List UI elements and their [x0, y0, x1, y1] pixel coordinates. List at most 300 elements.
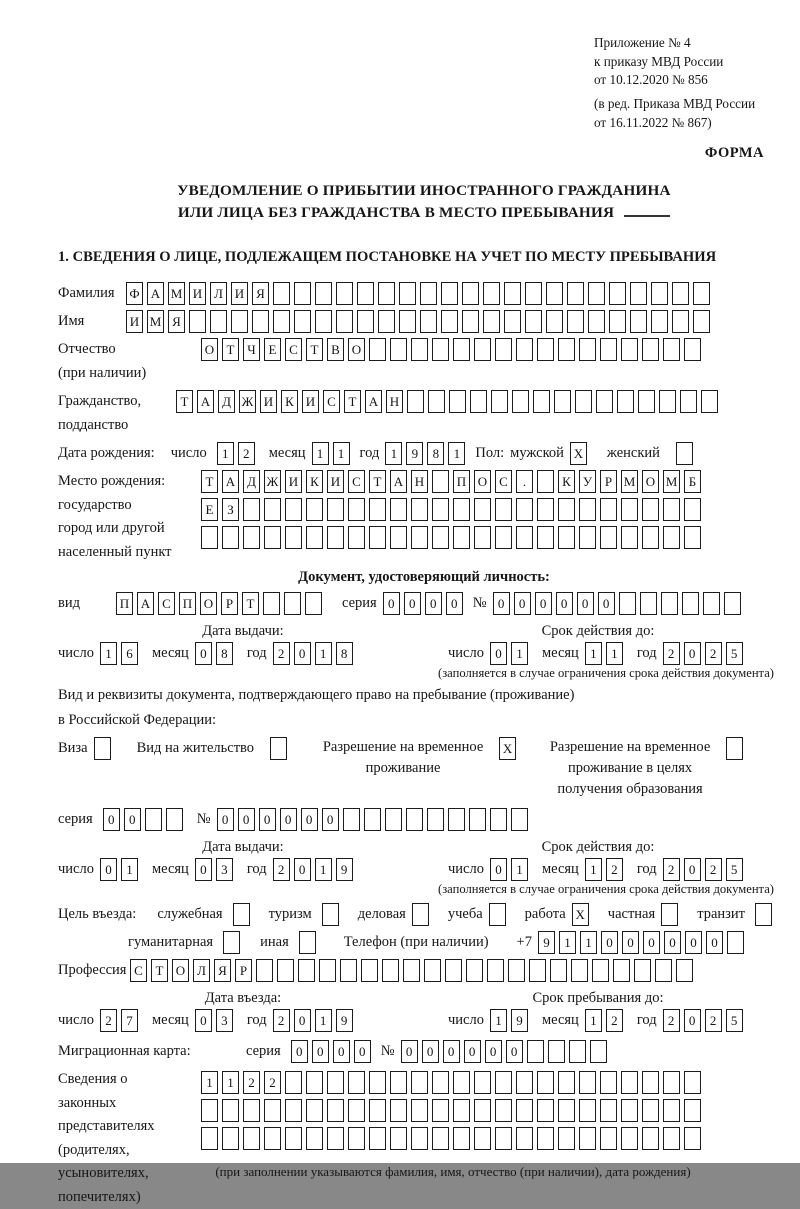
char-box[interactable] [319, 959, 336, 982]
char-box[interactable] [571, 959, 588, 982]
char-box[interactable]: 0 [490, 858, 507, 881]
char-box[interactable] [684, 1127, 701, 1150]
char-box[interactable] [579, 1127, 596, 1150]
char-box[interactable] [548, 1040, 565, 1063]
char-box[interactable]: 0 [301, 808, 318, 831]
char-box[interactable]: 0 [556, 592, 573, 615]
char-box[interactable] [441, 282, 458, 305]
char-box[interactable] [533, 390, 550, 413]
char-box[interactable]: 1 [490, 1009, 507, 1032]
char-box[interactable] [399, 282, 416, 305]
char-box[interactable] [642, 338, 659, 361]
char-box[interactable]: 0 [195, 858, 212, 881]
doc-issue-day[interactable] [100, 642, 142, 665]
char-box[interactable]: 8 [427, 442, 444, 465]
char-box[interactable] [420, 282, 437, 305]
char-box[interactable] [495, 526, 512, 549]
char-box[interactable] [322, 903, 339, 926]
char-box[interactable]: 9 [336, 1009, 353, 1032]
residence-expiry-month[interactable] [585, 858, 627, 881]
char-box[interactable] [210, 310, 227, 333]
char-box[interactable] [659, 390, 676, 413]
char-box[interactable]: X [499, 737, 516, 760]
char-box[interactable]: Т [201, 470, 218, 493]
char-box[interactable] [504, 282, 521, 305]
char-box[interactable] [420, 310, 437, 333]
char-box[interactable] [516, 1099, 533, 1122]
char-box[interactable]: И [126, 310, 143, 333]
char-box[interactable]: 1 [511, 642, 528, 665]
char-box[interactable] [495, 1127, 512, 1150]
char-box[interactable] [382, 959, 399, 982]
char-box[interactable]: 0 [535, 592, 552, 615]
char-box[interactable] [642, 1071, 659, 1094]
char-box[interactable]: 9 [336, 858, 353, 881]
char-box[interactable]: 0 [601, 931, 618, 954]
char-box[interactable]: 1 [222, 1071, 239, 1094]
char-box[interactable]: 1 [315, 642, 332, 665]
char-box[interactable] [285, 1071, 302, 1094]
name-field[interactable] [126, 310, 714, 333]
char-box[interactable] [285, 1099, 302, 1122]
char-box[interactable] [701, 390, 718, 413]
char-box[interactable]: Е [201, 498, 218, 521]
char-box[interactable]: 0 [425, 592, 442, 615]
char-box[interactable]: 1 [511, 858, 528, 881]
doc-type-field[interactable] [116, 592, 326, 615]
char-box[interactable]: А [390, 470, 407, 493]
char-box[interactable] [453, 526, 470, 549]
char-box[interactable]: 0 [291, 1040, 308, 1063]
char-box[interactable]: Т [344, 390, 361, 413]
birth-month-field[interactable] [312, 442, 354, 465]
char-box[interactable] [621, 1071, 638, 1094]
char-box[interactable] [343, 808, 360, 831]
char-box[interactable] [243, 1099, 260, 1122]
char-box[interactable] [264, 526, 281, 549]
char-box[interactable] [525, 282, 542, 305]
birth-place-field-row2[interactable] [201, 498, 705, 521]
char-box[interactable]: 0 [514, 592, 531, 615]
visa-checkbox[interactable] [94, 737, 115, 760]
char-box[interactable]: 5 [726, 1009, 743, 1032]
char-box[interactable] [558, 526, 575, 549]
char-box[interactable] [448, 808, 465, 831]
char-box[interactable] [411, 338, 428, 361]
char-box[interactable]: Я [252, 282, 269, 305]
char-box[interactable]: И [189, 282, 206, 305]
char-box[interactable]: К [306, 470, 323, 493]
char-box[interactable]: 0 [485, 1040, 502, 1063]
char-box[interactable]: Т [222, 338, 239, 361]
char-box[interactable] [504, 310, 521, 333]
char-box[interactable]: Е [264, 338, 281, 361]
char-box[interactable] [273, 282, 290, 305]
char-box[interactable] [305, 592, 322, 615]
sex-male-checkbox[interactable] [570, 442, 591, 465]
char-box[interactable] [655, 959, 672, 982]
char-box[interactable]: 0 [598, 592, 615, 615]
char-box[interactable]: 0 [622, 931, 639, 954]
char-box[interactable]: 0 [664, 931, 681, 954]
char-box[interactable]: Р [600, 470, 617, 493]
char-box[interactable] [684, 1099, 701, 1122]
char-box[interactable]: И [302, 390, 319, 413]
char-box[interactable]: 3 [216, 858, 233, 881]
char-box[interactable] [672, 310, 689, 333]
char-box[interactable] [348, 1127, 365, 1150]
birth-year-field[interactable] [385, 442, 469, 465]
char-box[interactable] [390, 338, 407, 361]
char-box[interactable]: 1 [585, 1009, 602, 1032]
purpose-work-checkbox[interactable] [572, 903, 593, 926]
char-box[interactable] [546, 310, 563, 333]
char-box[interactable] [630, 282, 647, 305]
char-box[interactable]: 0 [643, 931, 660, 954]
char-box[interactable] [558, 498, 575, 521]
char-box[interactable] [727, 931, 744, 954]
char-box[interactable] [449, 390, 466, 413]
char-box[interactable] [231, 310, 248, 333]
char-box[interactable]: 3 [216, 1009, 233, 1032]
char-box[interactable] [527, 1040, 544, 1063]
char-box[interactable]: С [285, 338, 302, 361]
edu-permit-checkbox[interactable] [726, 737, 747, 760]
char-box[interactable] [600, 338, 617, 361]
birth-place-field-row3[interactable] [201, 526, 705, 549]
char-box[interactable]: 2 [238, 442, 255, 465]
char-box[interactable] [385, 808, 402, 831]
char-box[interactable]: 2 [100, 1009, 117, 1032]
char-box[interactable] [600, 1071, 617, 1094]
char-box[interactable] [336, 282, 353, 305]
char-box[interactable] [348, 526, 365, 549]
char-box[interactable] [306, 1071, 323, 1094]
residence-expiry-year[interactable] [663, 858, 747, 881]
char-box[interactable] [600, 1127, 617, 1150]
char-box[interactable] [491, 390, 508, 413]
char-box[interactable] [487, 959, 504, 982]
char-box[interactable]: В [327, 338, 344, 361]
char-box[interactable] [619, 592, 636, 615]
char-box[interactable] [661, 903, 678, 926]
patronymic-field[interactable] [201, 338, 705, 361]
char-box[interactable] [306, 1127, 323, 1150]
char-box[interactable]: О [172, 959, 189, 982]
char-box[interactable]: З [222, 498, 239, 521]
char-box[interactable] [588, 282, 605, 305]
char-box[interactable]: 2 [273, 642, 290, 665]
char-box[interactable] [579, 338, 596, 361]
char-box[interactable]: 0 [280, 808, 297, 831]
doc-expiry-month[interactable] [585, 642, 627, 665]
char-box[interactable] [327, 498, 344, 521]
char-box[interactable] [663, 498, 680, 521]
char-box[interactable]: 0 [312, 1040, 329, 1063]
char-box[interactable]: 0 [464, 1040, 481, 1063]
surname-field[interactable] [126, 282, 714, 305]
char-box[interactable] [661, 592, 678, 615]
char-box[interactable] [252, 310, 269, 333]
char-box[interactable]: М [147, 310, 164, 333]
char-box[interactable]: 9 [511, 1009, 528, 1032]
char-box[interactable]: О [474, 470, 491, 493]
char-box[interactable] [490, 808, 507, 831]
char-box[interactable] [222, 1127, 239, 1150]
char-box[interactable] [651, 282, 668, 305]
char-box[interactable]: Н [386, 390, 403, 413]
char-box[interactable]: С [130, 959, 147, 982]
char-box[interactable]: 0 [195, 642, 212, 665]
char-box[interactable] [411, 1071, 428, 1094]
char-box[interactable] [306, 526, 323, 549]
char-box[interactable]: 1 [201, 1071, 218, 1094]
char-box[interactable]: С [323, 390, 340, 413]
char-box[interactable]: 0 [684, 1009, 701, 1032]
char-box[interactable] [516, 338, 533, 361]
char-box[interactable] [537, 526, 554, 549]
char-box[interactable] [432, 1127, 449, 1150]
char-box[interactable] [558, 1127, 575, 1150]
char-box[interactable]: Р [235, 959, 252, 982]
char-box[interactable] [609, 310, 626, 333]
char-box[interactable]: К [281, 390, 298, 413]
char-box[interactable]: 1 [121, 858, 138, 881]
char-box[interactable] [222, 1099, 239, 1122]
char-box[interactable]: Я [168, 310, 185, 333]
char-box[interactable] [755, 903, 772, 926]
char-box[interactable]: 0 [490, 642, 507, 665]
sex-female-checkbox[interactable] [676, 442, 697, 465]
char-box[interactable] [390, 526, 407, 549]
char-box[interactable] [432, 338, 449, 361]
char-box[interactable]: Ф [126, 282, 143, 305]
char-box[interactable] [264, 498, 281, 521]
char-box[interactable] [327, 1099, 344, 1122]
char-box[interactable]: 2 [705, 1009, 722, 1032]
char-box[interactable]: 0 [493, 592, 510, 615]
char-box[interactable] [495, 338, 512, 361]
purpose-humanitarian-checkbox[interactable] [223, 931, 244, 954]
char-box[interactable] [546, 282, 563, 305]
char-box[interactable] [411, 498, 428, 521]
char-box[interactable] [411, 1127, 428, 1150]
char-box[interactable] [222, 526, 239, 549]
char-box[interactable] [621, 1099, 638, 1122]
char-box[interactable]: 8 [336, 642, 353, 665]
char-box[interactable] [590, 1040, 607, 1063]
char-box[interactable]: И [327, 470, 344, 493]
citizenship-field[interactable] [176, 390, 722, 413]
char-box[interactable] [724, 592, 741, 615]
char-box[interactable]: 1 [580, 931, 597, 954]
char-box[interactable] [537, 338, 554, 361]
residence-series-field[interactable] [103, 808, 187, 831]
char-box[interactable] [327, 1071, 344, 1094]
char-box[interactable] [592, 959, 609, 982]
char-box[interactable]: 2 [273, 858, 290, 881]
char-box[interactable]: И [260, 390, 277, 413]
char-box[interactable] [474, 498, 491, 521]
char-box[interactable]: Б [684, 470, 701, 493]
char-box[interactable]: 1 [315, 858, 332, 881]
char-box[interactable] [483, 310, 500, 333]
char-box[interactable]: А [137, 592, 154, 615]
char-box[interactable] [432, 498, 449, 521]
char-box[interactable] [285, 498, 302, 521]
char-box[interactable] [558, 1099, 575, 1122]
char-box[interactable] [684, 498, 701, 521]
char-box[interactable] [285, 526, 302, 549]
char-box[interactable] [411, 526, 428, 549]
char-box[interactable] [264, 1127, 281, 1150]
char-box[interactable] [369, 498, 386, 521]
doc-series-field[interactable] [383, 592, 467, 615]
char-box[interactable] [621, 1127, 638, 1150]
char-box[interactable] [264, 1099, 281, 1122]
char-box[interactable] [285, 1127, 302, 1150]
char-box[interactable] [483, 282, 500, 305]
char-box[interactable]: 0 [706, 931, 723, 954]
residence-permit-checkbox[interactable] [270, 737, 291, 760]
residence-expiry-day[interactable] [490, 858, 532, 881]
char-box[interactable] [640, 592, 657, 615]
char-box[interactable] [243, 1127, 260, 1150]
char-box[interactable] [726, 737, 743, 760]
char-box[interactable]: 2 [273, 1009, 290, 1032]
char-box[interactable] [638, 390, 655, 413]
char-box[interactable] [294, 282, 311, 305]
char-box[interactable] [703, 592, 720, 615]
char-box[interactable] [243, 498, 260, 521]
char-box[interactable] [424, 959, 441, 982]
char-box[interactable] [693, 310, 710, 333]
char-box[interactable] [453, 498, 470, 521]
purpose-official-checkbox[interactable] [233, 903, 254, 926]
char-box[interactable] [495, 1099, 512, 1122]
char-box[interactable] [663, 1099, 680, 1122]
char-box[interactable] [554, 390, 571, 413]
char-box[interactable] [327, 1127, 344, 1150]
char-box[interactable]: 2 [663, 1009, 680, 1032]
char-box[interactable]: . [516, 470, 533, 493]
char-box[interactable]: О [201, 338, 218, 361]
char-box[interactable] [369, 1127, 386, 1150]
char-box[interactable] [263, 592, 280, 615]
migration-number-field[interactable] [401, 1040, 611, 1063]
char-box[interactable] [407, 390, 424, 413]
char-box[interactable] [621, 498, 638, 521]
char-box[interactable] [511, 808, 528, 831]
char-box[interactable] [299, 931, 316, 954]
char-box[interactable] [256, 959, 273, 982]
char-box[interactable]: У [579, 470, 596, 493]
char-box[interactable] [684, 338, 701, 361]
char-box[interactable] [340, 959, 357, 982]
char-box[interactable] [270, 737, 287, 760]
char-box[interactable]: С [348, 470, 365, 493]
char-box[interactable]: 1 [315, 1009, 332, 1032]
char-box[interactable] [378, 310, 395, 333]
char-box[interactable] [516, 1127, 533, 1150]
char-box[interactable] [512, 390, 529, 413]
char-box[interactable] [474, 1099, 491, 1122]
char-box[interactable] [537, 470, 554, 493]
char-box[interactable] [525, 310, 542, 333]
char-box[interactable] [284, 592, 301, 615]
char-box[interactable]: Л [210, 282, 227, 305]
char-box[interactable] [145, 808, 162, 831]
char-box[interactable] [348, 498, 365, 521]
char-box[interactable] [567, 310, 584, 333]
char-box[interactable] [651, 310, 668, 333]
residence-issue-day[interactable] [100, 858, 142, 881]
char-box[interactable]: Н [411, 470, 428, 493]
char-box[interactable]: 0 [684, 642, 701, 665]
char-box[interactable] [474, 1071, 491, 1094]
char-box[interactable]: 0 [217, 808, 234, 831]
char-box[interactable] [412, 903, 429, 926]
char-box[interactable]: X [572, 903, 589, 926]
entry-year[interactable] [273, 1009, 357, 1032]
char-box[interactable]: Д [243, 470, 260, 493]
char-box[interactable] [600, 1099, 617, 1122]
char-box[interactable]: 2 [663, 858, 680, 881]
char-box[interactable]: П [453, 470, 470, 493]
char-box[interactable] [223, 931, 240, 954]
char-box[interactable] [470, 390, 487, 413]
char-box[interactable]: Т [242, 592, 259, 615]
char-box[interactable] [201, 526, 218, 549]
char-box[interactable] [390, 498, 407, 521]
char-box[interactable] [588, 310, 605, 333]
char-box[interactable] [445, 959, 462, 982]
char-box[interactable] [684, 526, 701, 549]
char-box[interactable]: К [558, 470, 575, 493]
char-box[interactable] [575, 390, 592, 413]
char-box[interactable] [663, 526, 680, 549]
char-box[interactable] [432, 1071, 449, 1094]
char-box[interactable]: 7 [121, 1009, 138, 1032]
char-box[interactable] [537, 1127, 554, 1150]
char-box[interactable]: О [348, 338, 365, 361]
char-box[interactable]: 0 [401, 1040, 418, 1063]
char-box[interactable] [579, 526, 596, 549]
char-box[interactable] [427, 808, 444, 831]
char-box[interactable]: 2 [243, 1071, 260, 1094]
char-box[interactable]: 9 [406, 442, 423, 465]
char-box[interactable] [390, 1099, 407, 1122]
doc-issue-month[interactable] [195, 642, 237, 665]
char-box[interactable] [579, 498, 596, 521]
char-box[interactable]: Я [214, 959, 231, 982]
char-box[interactable]: Ж [264, 470, 281, 493]
doc-expiry-day[interactable] [490, 642, 532, 665]
char-box[interactable]: 0 [333, 1040, 350, 1063]
temp-permit-checkbox[interactable] [499, 737, 520, 760]
char-box[interactable]: 0 [422, 1040, 439, 1063]
char-box[interactable] [369, 526, 386, 549]
char-box[interactable]: 8 [216, 642, 233, 665]
char-box[interactable]: 1 [385, 442, 402, 465]
purpose-private-checkbox[interactable] [661, 903, 682, 926]
char-box[interactable] [680, 390, 697, 413]
char-box[interactable]: 2 [705, 858, 722, 881]
birth-place-field-row1[interactable] [201, 470, 705, 493]
char-box[interactable]: 1 [585, 642, 602, 665]
char-box[interactable] [495, 498, 512, 521]
char-box[interactable]: Т [176, 390, 193, 413]
